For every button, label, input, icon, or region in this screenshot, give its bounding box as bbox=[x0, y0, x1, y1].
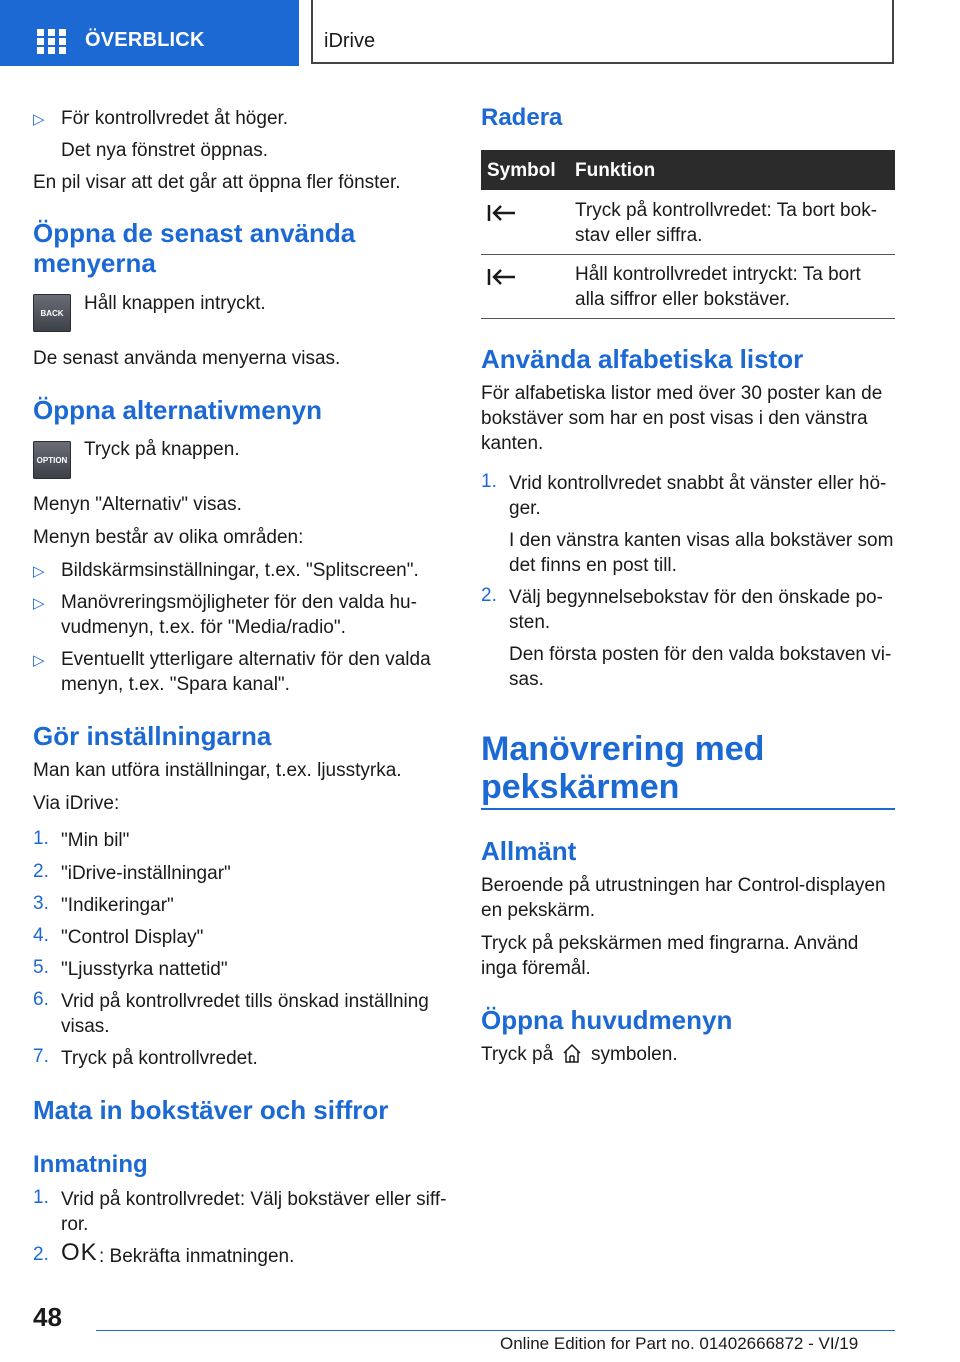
bullet-triangle-icon: ▷ bbox=[33, 563, 45, 580]
general-paragraph: inga föremål. bbox=[481, 958, 591, 979]
alpha-step: Välj begynnelsebokstav för den önskade po- bbox=[509, 587, 883, 608]
step-number: 2. bbox=[481, 585, 497, 606]
main-menu-text-after: symbolen. bbox=[591, 1044, 678, 1065]
intro-note: En pil visar att det går att öppna fler fönster. bbox=[33, 172, 401, 193]
alpha-step-result-cont: sas. bbox=[509, 669, 544, 690]
general-paragraph: Beroende på utrustningen har Control-displayen bbox=[481, 875, 886, 896]
step-number: 2. bbox=[33, 1244, 49, 1265]
function-text-cont: stav eller siffra. bbox=[575, 225, 703, 246]
main-menu-text: Tryck på bbox=[481, 1044, 554, 1065]
intro-result: Det nya fönstret öppnas. bbox=[61, 140, 269, 161]
step-number: 2. bbox=[33, 861, 49, 882]
options-areas-intro: Menyn består av olika områden: bbox=[33, 527, 304, 548]
options-instruction: Tryck på knappen. bbox=[84, 439, 240, 460]
ok-icon: OK bbox=[61, 1239, 98, 1266]
general-paragraph: Tryck på pekskärmen med fingrarna. Använd bbox=[481, 933, 859, 954]
chapter-title-box bbox=[311, 0, 894, 64]
settings-heading: Gör inställningarna bbox=[33, 721, 272, 751]
touchscreen-title-1: Manövrering med bbox=[481, 730, 765, 768]
touchscreen-title-2: pekskärmen bbox=[481, 768, 680, 806]
options-heading: Öppna alternativmenyn bbox=[33, 395, 322, 425]
step-number: 4. bbox=[33, 925, 49, 946]
alpha-paragraph: För alfabetiska listor med över 30 poster kan de bbox=[481, 383, 883, 404]
input-subheading: Inmatning bbox=[33, 1151, 148, 1178]
recent-instruction: Håll knappen intryckt. bbox=[84, 293, 266, 314]
function-text-cont: alla siffror eller bokstäver. bbox=[575, 289, 791, 310]
home-icon bbox=[561, 1042, 583, 1064]
alpha-step-result: Den första posten för den valda bokstaven vi- bbox=[509, 644, 892, 665]
recent-menus-heading-2: menyerna bbox=[33, 248, 156, 278]
settings-step: "Control Display" bbox=[61, 927, 204, 948]
options-bullet: Bildskärmsinställningar, t.ex. "Splitscreen". bbox=[61, 560, 419, 581]
delete-subheading: Radera bbox=[481, 104, 563, 131]
overview-tab-label: ÖVERBLICK bbox=[85, 29, 205, 51]
col-symbol: Symbol bbox=[487, 160, 556, 181]
options-bullet: Manövreringsmöjligheter för den valda hu- bbox=[61, 592, 417, 613]
bullet-triangle-icon: ▷ bbox=[33, 652, 45, 669]
input-confirm-text: : Bekräfta inmatningen. bbox=[99, 1246, 295, 1267]
alpha-step-result-cont: det finns en post till. bbox=[509, 555, 677, 576]
back-button-image: BACK bbox=[33, 294, 71, 332]
step-number: 6. bbox=[33, 989, 49, 1010]
general-heading: Allmänt bbox=[481, 836, 577, 866]
settings-step: Vrid på kontrollvredet tills önskad inställning bbox=[61, 991, 429, 1012]
bullet-triangle-icon: ▷ bbox=[33, 595, 45, 612]
step-number: 5. bbox=[33, 957, 49, 978]
settings-step: Tryck på kontrollvredet. bbox=[61, 1048, 258, 1069]
table-row bbox=[481, 190, 895, 255]
input-heading: Mata in bokstäver och siffror bbox=[33, 1095, 389, 1125]
function-text: Håll kontrollvredet intryckt: Ta bort bbox=[575, 264, 861, 285]
recent-menus-heading-1: Öppna de senast använda bbox=[33, 218, 356, 248]
input-step: Vrid på kontrollvredet: Välj bokstäver eller siff- bbox=[61, 1189, 447, 1210]
alpha-step-cont: ger. bbox=[509, 498, 541, 519]
intro-bullet: För kontrollvredet åt höger. bbox=[61, 108, 289, 129]
settings-step: "Ljusstyrka nattetid" bbox=[61, 959, 228, 980]
page-number: 48 bbox=[33, 1302, 62, 1332]
alpha-step-cont: sten. bbox=[509, 612, 551, 633]
bullet-triangle-icon: ▷ bbox=[33, 111, 45, 128]
overview-tab[interactable] bbox=[0, 0, 299, 66]
step-number: 1. bbox=[33, 1187, 49, 1208]
alpha-paragraph: kanten. bbox=[481, 433, 544, 454]
backspace-icon bbox=[487, 267, 517, 287]
function-text: Tryck på kontrollvredet: Ta bort bok- bbox=[575, 200, 878, 221]
options-result: Menyn "Alternativ" visas. bbox=[33, 494, 242, 515]
step-number: 3. bbox=[33, 893, 49, 914]
col-function: Funktion bbox=[575, 160, 656, 181]
backspace-icon bbox=[487, 203, 517, 223]
alpha-paragraph: bokstäver som har en post visas i den vänstra bbox=[481, 408, 868, 429]
alpha-step: Vrid kontrollvredet snabbt åt vänster eller hö- bbox=[509, 473, 887, 494]
main-menu-heading: Öppna huvudmenyn bbox=[481, 1005, 733, 1035]
settings-step: "iDrive-inställningar" bbox=[61, 863, 231, 884]
table-header bbox=[481, 150, 895, 190]
alpha-step-result: I den vänstra kanten visas alla bokstäver som bbox=[509, 530, 894, 551]
footer-edition: Online Edition for Part no. 01402666872 - VI/19 bbox=[500, 1334, 859, 1353]
recent-result: De senast använda menyerna visas. bbox=[33, 348, 341, 369]
settings-step: "Min bil" bbox=[61, 830, 130, 851]
input-step-cont: ror. bbox=[61, 1214, 89, 1235]
step-number: 1. bbox=[33, 828, 49, 849]
chapter-title: iDrive bbox=[324, 30, 376, 52]
options-bullet-cont: menyn, t.ex. "Spara kanal". bbox=[61, 674, 290, 695]
step-number: 1. bbox=[481, 471, 497, 492]
general-paragraph: en pekskärm. bbox=[481, 900, 596, 921]
option-button-image: OPTION bbox=[33, 441, 71, 479]
options-bullet-cont: vudmenyn, t.ex. för "Media/radio". bbox=[61, 617, 346, 638]
title-rule bbox=[481, 808, 895, 810]
grid-icon bbox=[37, 29, 67, 53]
footer-rule bbox=[96, 1330, 895, 1331]
settings-step: "Indikeringar" bbox=[61, 895, 174, 916]
options-bullet: Eventuellt ytterligare alternativ för den valda bbox=[61, 649, 431, 670]
alpha-lists-heading: Använda alfabetiska listor bbox=[481, 344, 804, 374]
settings-via: Via iDrive: bbox=[33, 793, 120, 814]
table-row bbox=[481, 255, 895, 319]
settings-step-cont: visas. bbox=[61, 1016, 110, 1037]
step-number: 7. bbox=[33, 1046, 49, 1067]
settings-intro: Man kan utföra inställningar, t.ex. ljusstyrka. bbox=[33, 760, 402, 781]
